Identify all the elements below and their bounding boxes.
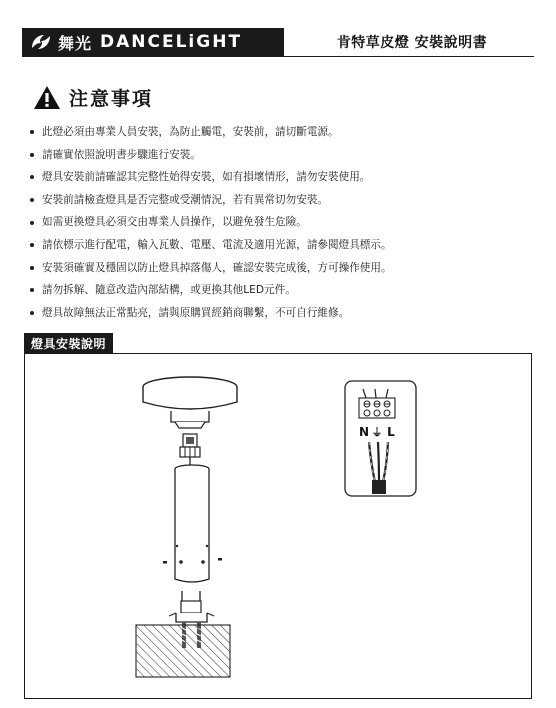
lamp-pole-illustration — [163, 465, 222, 582]
bullet-icon — [30, 266, 34, 270]
header-divider — [22, 56, 534, 57]
bullet-icon — [30, 175, 34, 179]
brand-bar — [22, 28, 284, 56]
dancelight-logo-icon — [30, 32, 52, 52]
list-item — [30, 302, 540, 325]
header — [0, 0, 556, 68]
bullet-icon — [30, 221, 34, 225]
brand-chinese-name: 舞光 — [58, 33, 93, 53]
brand-english-name: DANCELiGHT — [100, 32, 243, 52]
bullet-icon — [30, 288, 34, 292]
bullet-icon — [30, 153, 34, 157]
list-item-text: 此燈必須由專業人員安裝，為防止觸電，安裝前，請切斷電源。 — [42, 126, 339, 138]
installation-diagram-frame — [24, 353, 532, 699]
ground-hatch-illustration — [136, 625, 230, 677]
list-item-text: 請勿拆解、隨意改造內部結構，或更換其他LED元件。 — [42, 284, 296, 297]
list-item — [30, 279, 540, 302]
list-item-text: 安裝前請檢查燈具是否完整或受潮情況，若有異常切勿安裝。 — [42, 193, 329, 206]
list-item — [30, 166, 540, 189]
warning-list — [30, 121, 540, 324]
list-item — [30, 121, 540, 144]
list-item — [30, 234, 540, 257]
wiring-detail-illustration — [345, 381, 416, 496]
installation-diagram — [25, 354, 531, 698]
document-title: 肯特草皮燈 安裝說明書 — [336, 35, 488, 51]
terminal-label-ground: ⏚ — [371, 426, 383, 439]
list-item-text: 燈具安裝前請確認其完整性始得安裝，如有損壞情形，請勿安裝使用。 — [42, 171, 371, 184]
lamp-head-illustration — [143, 377, 237, 428]
warning-triangle-icon — [33, 85, 61, 111]
list-item-text: 如需更換燈具必須交由專業人員操作，以避免發生危險。 — [42, 216, 307, 229]
list-item-text: 燈具故障無法正常點亮，請與原購買經銷商聯繫，不可自行維修。 — [42, 306, 350, 319]
list-item — [30, 211, 540, 234]
terminal-label-neutral: N — [358, 425, 370, 439]
installation-section-title: 燈具安裝說明 — [24, 333, 113, 354]
list-item-text: 安裝須確實及穩固以防止燈具掉落傷人，確認安裝完成後，方可操作使用。 — [42, 261, 392, 274]
bullet-icon — [30, 243, 34, 247]
list-item-text: 請確實依照說明書步驟進行安裝。 — [42, 148, 201, 161]
bullet-icon — [30, 198, 34, 202]
list-item — [30, 144, 540, 167]
warning-title: 注意事項 — [69, 88, 154, 110]
bullet-icon — [30, 130, 34, 134]
terminal-label-line: L — [387, 425, 395, 439]
bullet-icon — [30, 311, 34, 315]
list-item — [30, 257, 540, 280]
warning-heading — [33, 84, 153, 111]
list-item — [30, 189, 540, 212]
connector-illustration — [180, 434, 200, 465]
list-item-text: 請依標示進行配電，輸入瓦數、電壓、電流及適用光源，請參閱燈具標示。 — [42, 238, 392, 251]
